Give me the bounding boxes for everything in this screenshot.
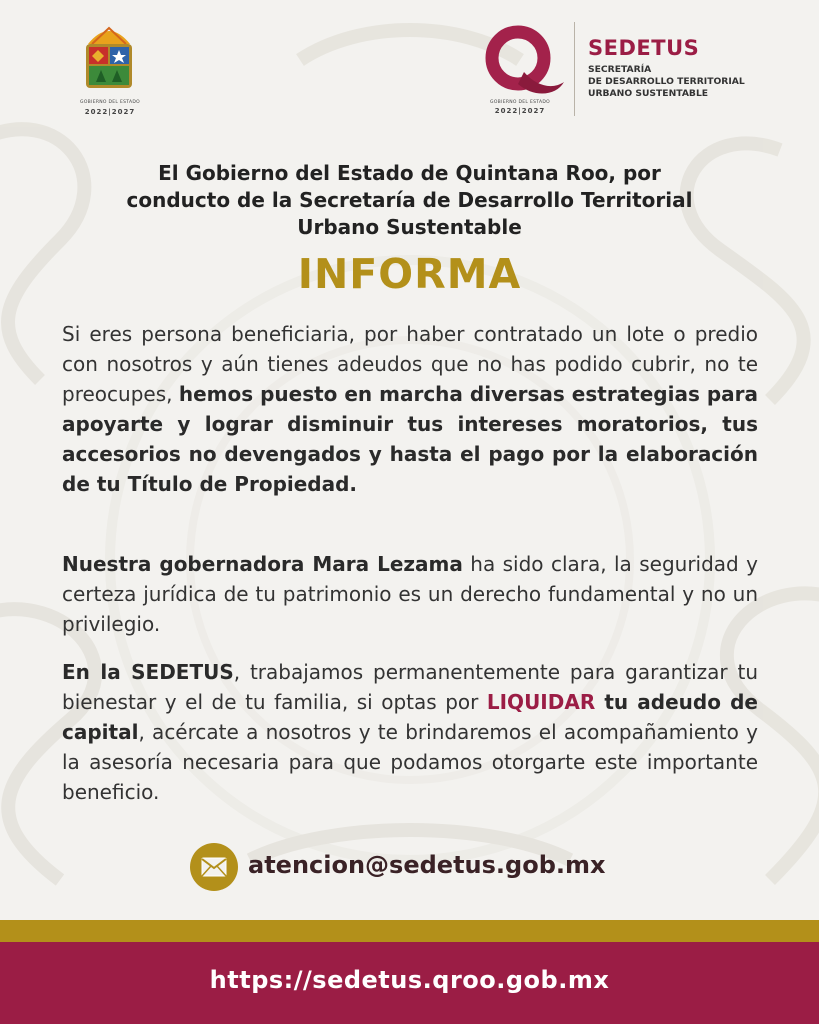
sedetus-desc-line3: URBANO SUSTENTABLE — [588, 88, 709, 99]
p3-bold-text-1: En la SEDETUS — [62, 660, 234, 684]
sedetus-years: 2022|2027 — [494, 107, 546, 115]
p3-text-2: , acércate a nosotros y te brindaremos el acompañamiento y la asesoría necesaria para que podamos otorgarte este importante beneficio. — [62, 720, 758, 804]
announcement-heading — [60, 160, 759, 241]
paragraph-beneficiaries — [62, 319, 758, 499]
state-gov-label: GOBIERNO DEL ESTADO — [80, 100, 140, 105]
p3-highlight-liquidar: LIQUIDAR — [486, 690, 596, 714]
sedetus-desc-line1: SECRETARÍA — [588, 64, 652, 75]
logo-divider — [574, 22, 575, 116]
sedetus-desc-line2: DE DESARROLLO TERRITORIAL — [588, 76, 745, 87]
state-coat-of-arms-logo — [74, 22, 146, 120]
envelope-icon — [190, 843, 238, 891]
q-logo-icon — [474, 24, 566, 100]
p3-text-1: , trabajamos permanentemente para garantizar tu bienestar y el de tu familia, si optas por — [62, 660, 758, 714]
p2-text: ha sido clara, la seguridad y certeza jurídica de tu patrimonio es un derecho fundamental y no un privilegio. — [62, 552, 758, 636]
heading-line3: Urbano Sustentable — [297, 215, 522, 239]
state-years: 2022|2027 — [84, 108, 136, 116]
website-link[interactable]: https://sedetus.qroo.gob.mx — [209, 966, 610, 994]
informa-title: INFORMA — [297, 250, 522, 298]
email-link[interactable]: atencion@sedetus.gob.mx — [248, 851, 606, 879]
heading-line2: conducto de la Secretaría de Desarrollo Territorial — [126, 188, 693, 212]
sedetus-gov-label: GOBIERNO DEL ESTADO — [490, 100, 550, 105]
p2-bold-text: Nuestra gobernadora Mara Lezama — [62, 552, 463, 576]
paragraph-governor — [62, 549, 758, 639]
sedetus-name: SEDETUS — [588, 36, 700, 60]
p1-bold-text: hemos puesto en marcha diversas estrategias para apoyarte y lograr disminuir tus intereses moratorios, tus accesorios no devengados y hasta el pago por la elaboración de tu Título de Propiedad. — [62, 382, 759, 496]
email-contact[interactable] — [190, 843, 650, 893]
sedetus-description — [588, 64, 745, 100]
sedetus-logo — [470, 22, 770, 122]
p1-text: Si eres persona beneficiaria, por haber contratado un lote o predio con nosotros y aún tienes adeudos que no has podido cubrir, no te preocupes, — [62, 322, 758, 406]
paragraph-sedetus — [62, 657, 758, 807]
footer-gold-band — [0, 920, 819, 942]
coat-of-arms-icon — [82, 22, 136, 96]
heading-line1: El Gobierno del Estado de Quintana Roo, por — [158, 161, 661, 185]
p3-bold-text-2: tu adeudo de capital — [62, 690, 758, 744]
